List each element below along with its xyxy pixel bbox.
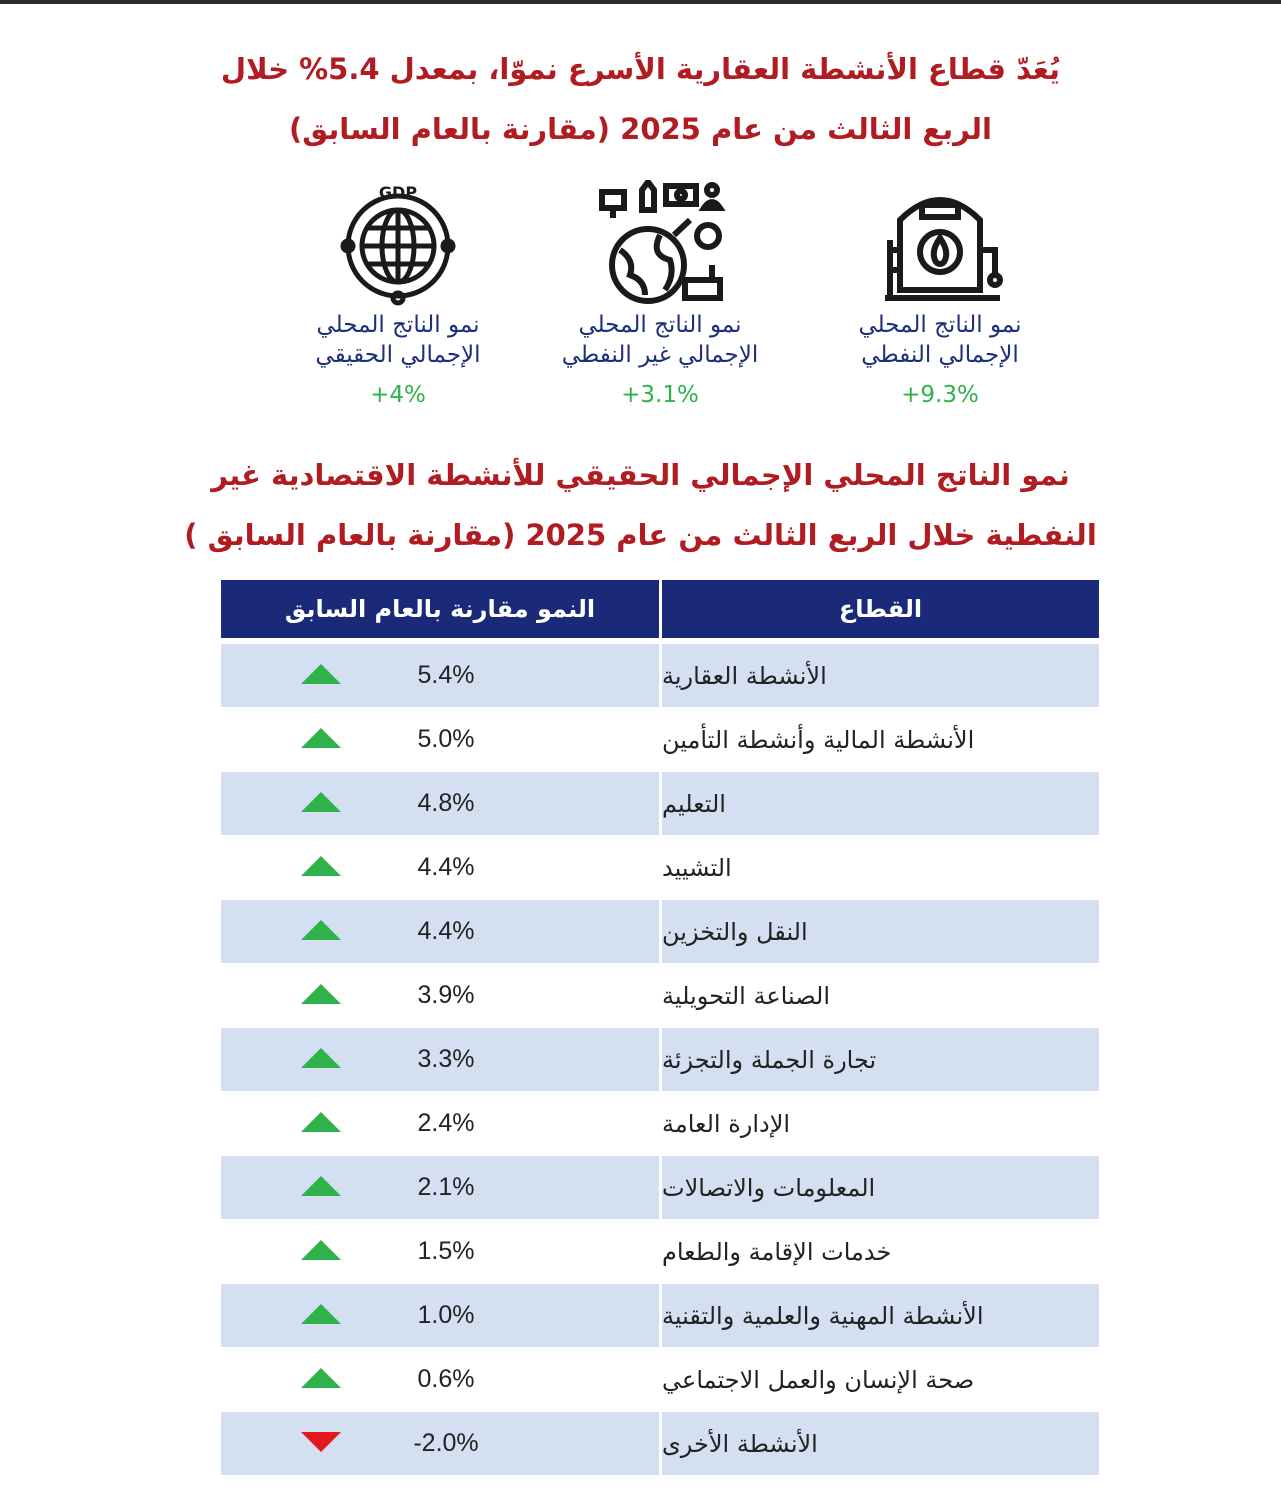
trend-up-icon xyxy=(299,1174,343,1198)
growth-value: 2.4% xyxy=(417,1109,475,1137)
trend-down-icon xyxy=(299,1430,343,1454)
kpi-label: نمو الناتج المحلي xyxy=(858,312,1022,338)
table-row xyxy=(221,964,1099,1028)
sector-name: التعليم xyxy=(662,789,726,818)
table-row xyxy=(221,836,1099,900)
trend-up-icon xyxy=(299,1302,343,1326)
trend-up-icon xyxy=(299,1046,343,1070)
sector-name: النقل والتخزين xyxy=(662,917,808,946)
growth-cell xyxy=(221,964,659,1027)
table-row xyxy=(221,1284,1099,1348)
kpi-label: نمو الناتج المحلي xyxy=(316,312,480,338)
table-body xyxy=(221,644,1099,1476)
sector-name: الأنشطة المالية وأنشطة التأمين xyxy=(662,725,975,754)
kpi-value: +9.3% xyxy=(901,382,979,408)
growth-value: -2.0% xyxy=(413,1429,479,1457)
top-border xyxy=(0,0,1281,4)
growth-cell xyxy=(221,1348,659,1411)
growth-value: 5.4% xyxy=(417,661,475,689)
table-row xyxy=(221,1412,1099,1476)
table-row xyxy=(221,708,1099,772)
trend-up-icon xyxy=(299,662,343,686)
growth-cell xyxy=(221,1156,659,1219)
kpi-label: الإجمالي غير النفطي xyxy=(561,342,759,368)
kpi-label: نمو الناتج المحلي xyxy=(578,312,742,338)
sector-name: خدمات الإقامة والطعام xyxy=(662,1237,892,1266)
growth-cell xyxy=(221,836,659,899)
gdp-globe-icon xyxy=(328,180,468,310)
growth-value: 0.6% xyxy=(417,1365,475,1393)
kpi-non-oil-gdp xyxy=(530,180,790,408)
growth-value: 3.9% xyxy=(417,981,475,1009)
growth-cell xyxy=(221,1220,659,1283)
trend-up-icon xyxy=(299,854,343,878)
oil-refinery-icon xyxy=(870,180,1010,310)
trend-up-icon xyxy=(299,1366,343,1390)
growth-cell xyxy=(221,708,659,771)
table-row xyxy=(221,1220,1099,1284)
trend-up-icon xyxy=(299,918,343,942)
growth-value: 1.0% xyxy=(417,1301,475,1329)
gdp-icon-text: GDP xyxy=(378,183,418,202)
trend-up-icon xyxy=(299,1110,343,1134)
sector-name: الأنشطة العقارية xyxy=(662,661,827,690)
kpi-value: +4% xyxy=(370,382,426,408)
kpi-label: الإجمالي النفطي xyxy=(861,342,1019,368)
section-title-line-1: نمو الناتج المحلي الإجمالي الحقيقي للأنشطة الاقتصادية غير xyxy=(211,458,1070,492)
table-row xyxy=(221,900,1099,964)
growth-cell xyxy=(221,1028,659,1091)
header-sector: القطاع xyxy=(838,595,923,623)
table-row xyxy=(221,644,1099,708)
growth-value: 4.4% xyxy=(417,917,475,945)
kpi-value: +3.1% xyxy=(621,382,699,408)
growth-cell xyxy=(221,644,659,707)
growth-value: 5.0% xyxy=(417,725,475,753)
table-row xyxy=(221,1028,1099,1092)
table-row xyxy=(221,1348,1099,1412)
sector-name: الأنشطة الأخرى xyxy=(662,1429,818,1458)
growth-value: 4.4% xyxy=(417,853,475,881)
growth-table xyxy=(221,580,1099,1476)
trend-up-icon xyxy=(299,982,343,1006)
trend-up-icon xyxy=(299,790,343,814)
table-row xyxy=(221,1156,1099,1220)
table-row xyxy=(221,1092,1099,1156)
growth-cell xyxy=(221,900,659,963)
sector-name: تجارة الجملة والتجزئة xyxy=(662,1045,877,1074)
sector-name: التشييد xyxy=(662,853,732,882)
headline-line-2: الربع الثالث من عام 2025 (مقارنة بالعام السابق) xyxy=(289,112,992,146)
growth-value: 1.5% xyxy=(417,1237,475,1265)
sector-name: الصناعة التحويلية xyxy=(662,981,831,1010)
growth-value: 4.8% xyxy=(417,789,475,817)
table-header xyxy=(221,580,1099,638)
growth-cell xyxy=(221,1412,659,1475)
sector-name: صحة الإنسان والعمل الاجتماعي xyxy=(662,1365,975,1394)
growth-cell xyxy=(221,772,659,835)
header-growth: النمو مقارنة بالعام السابق xyxy=(284,595,596,623)
growth-value: 2.1% xyxy=(417,1173,475,1201)
trend-up-icon xyxy=(299,726,343,750)
growth-cell xyxy=(221,1284,659,1347)
headline-line-1: يُعَدّ قطاع الأنشطة العقارية الأسرع نموّا، بمعدل 5.4% خلال xyxy=(220,52,1061,86)
sector-name: المعلومات والاتصالات xyxy=(662,1173,876,1202)
trend-up-icon xyxy=(299,1238,343,1262)
kpi-label: الإجمالي الحقيقي xyxy=(315,342,481,368)
kpi-oil-gdp xyxy=(810,180,1070,408)
sector-name: الأنشطة المهنية والعلمية والتقنية xyxy=(662,1301,984,1330)
table-row xyxy=(221,772,1099,836)
globe-industries-icon xyxy=(590,180,730,310)
sector-name: الإدارة العامة xyxy=(662,1109,791,1138)
growth-value: 3.3% xyxy=(417,1045,475,1073)
growth-cell xyxy=(221,1092,659,1155)
kpi-real-gdp xyxy=(268,180,528,408)
section-title-line-2: النفطية خلال الربع الثالث من عام 2025 (مقارنة بالعام السابق ) xyxy=(184,518,1097,552)
